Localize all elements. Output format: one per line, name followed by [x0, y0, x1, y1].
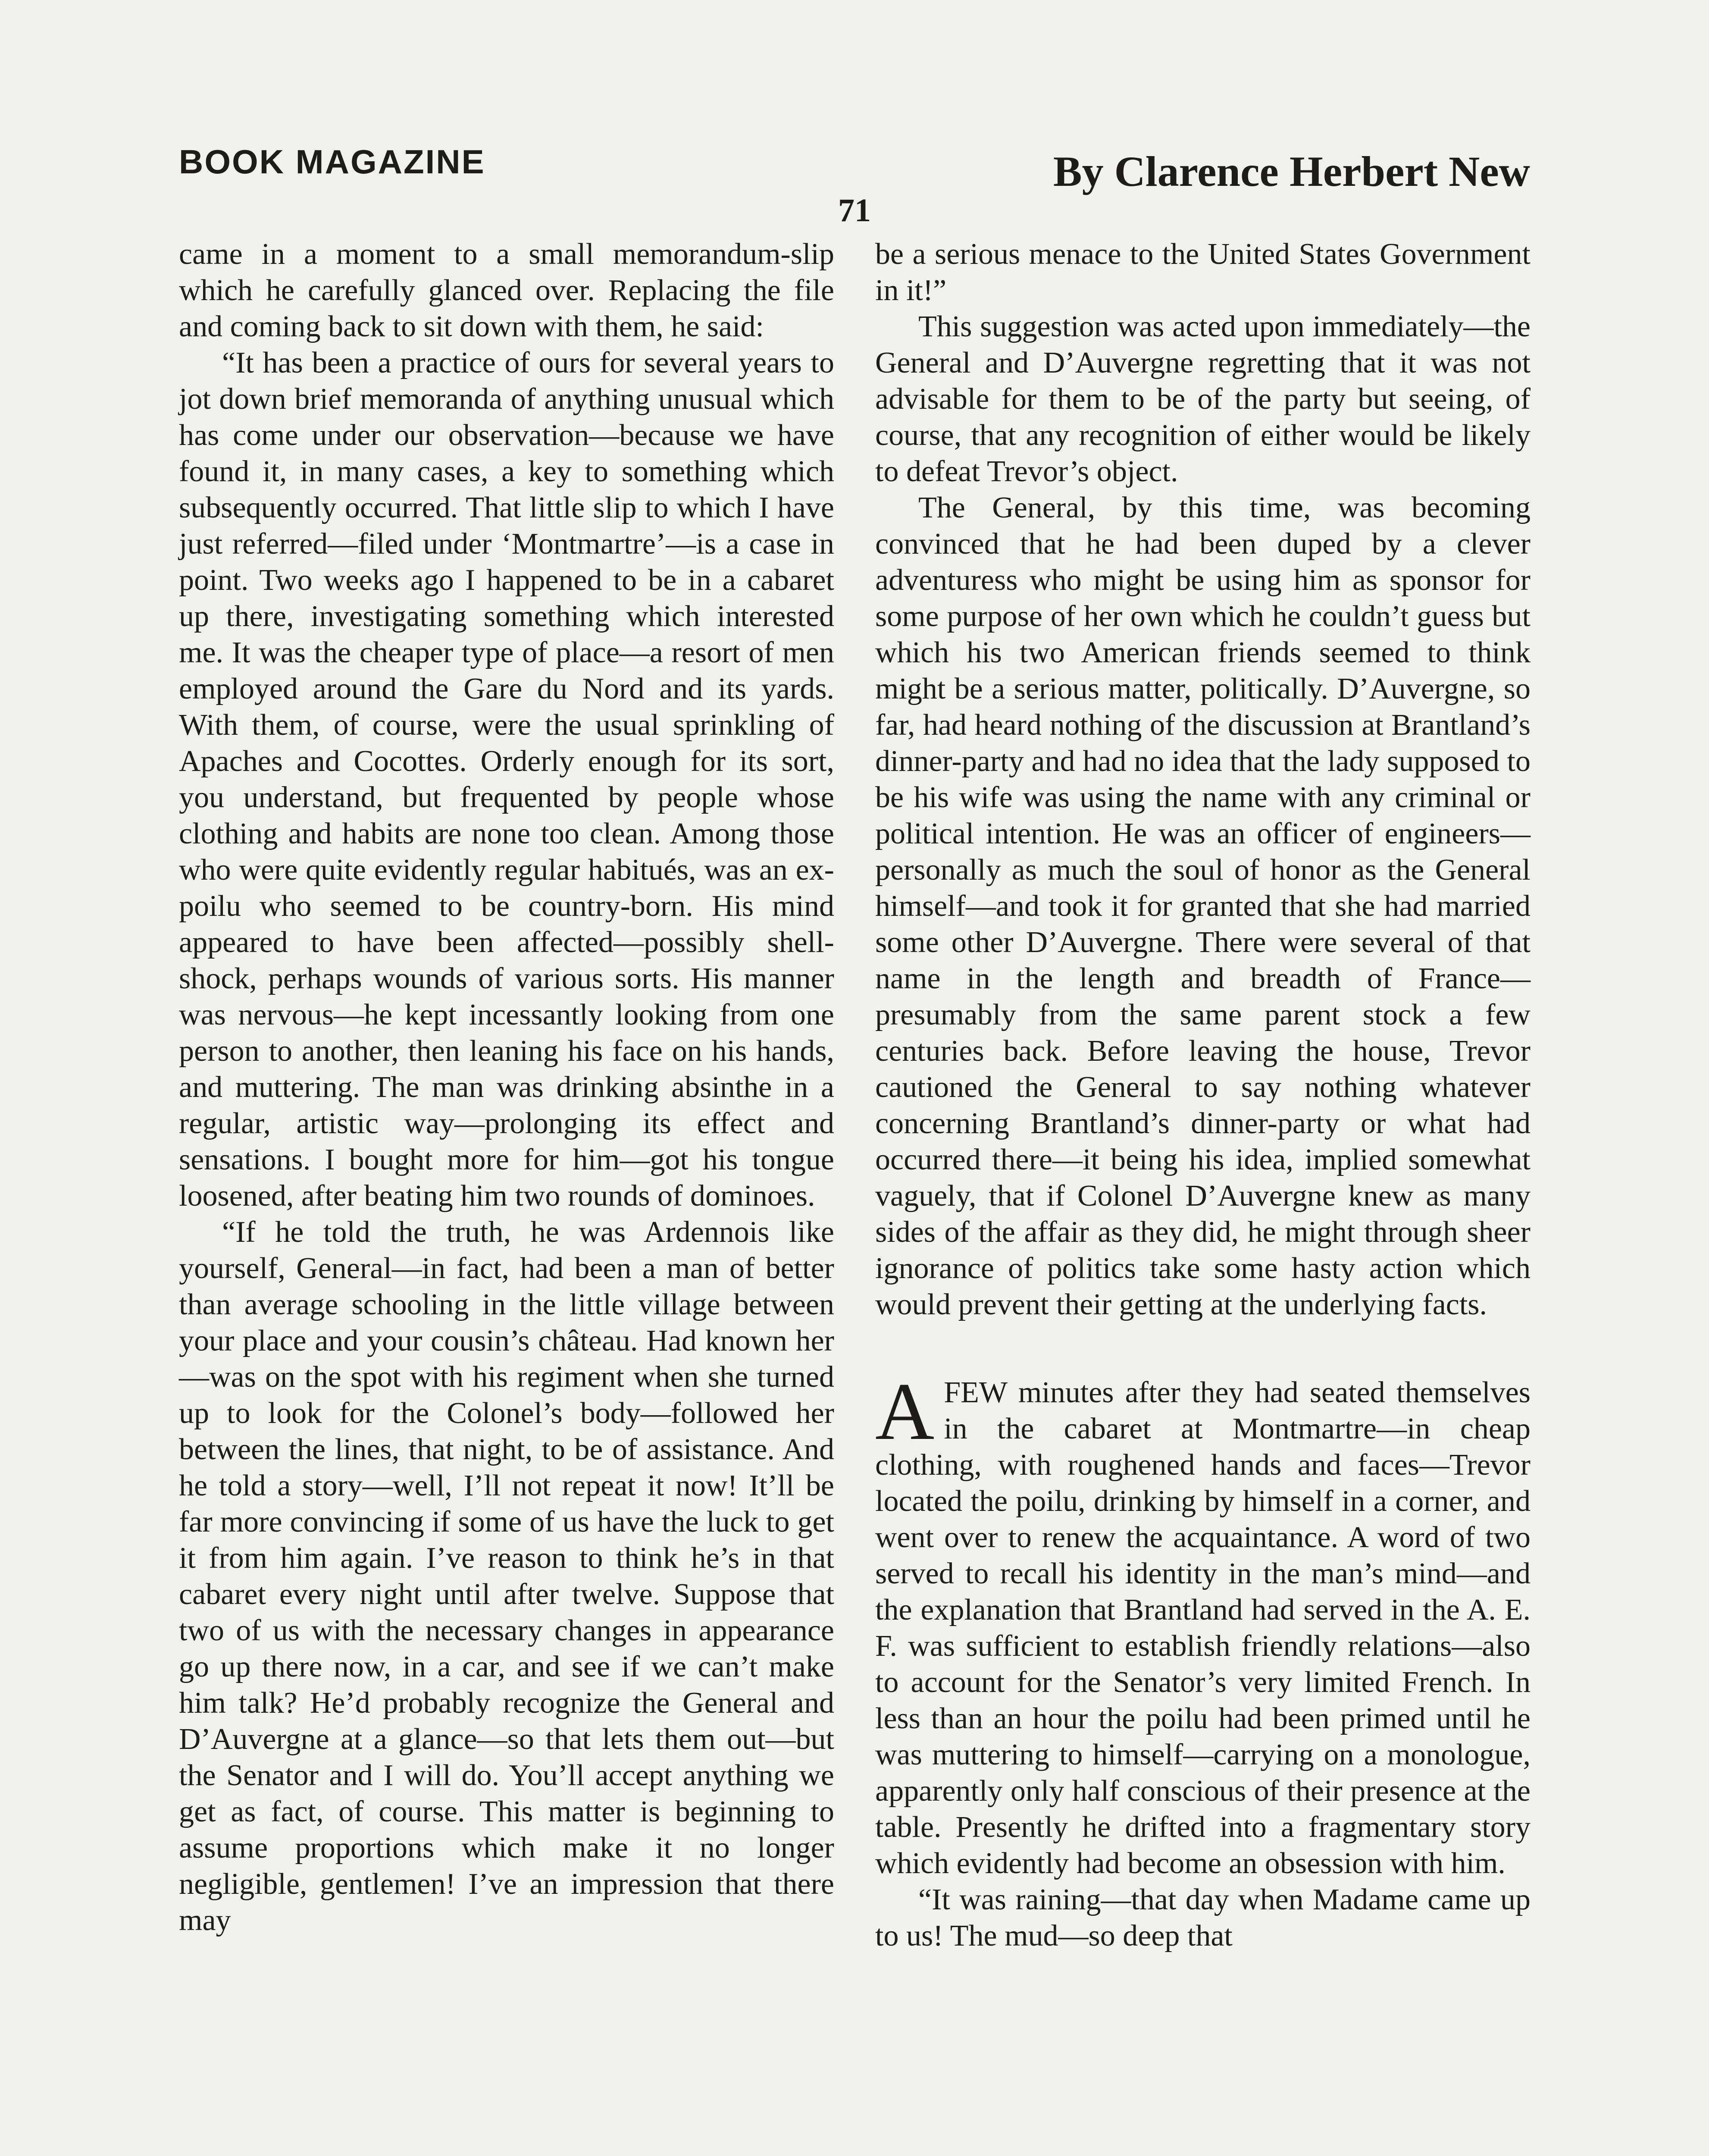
paragraph: came in a moment to a small memorandum-slip which he carefully glanced over. Replacing the file and coming back to sit down with them, he said:: [179, 238, 834, 343]
page-number: 71: [838, 192, 871, 229]
magazine-title: BOOK MAGAZINE: [179, 143, 485, 181]
right-column: [875, 236, 1531, 1954]
paragraph: be a serious menace to the United States Government in it!”: [875, 238, 1531, 307]
left-column: [179, 236, 834, 1939]
author-byline: By Clarence Herbert New: [1053, 147, 1530, 195]
paragraph: “It was raining—that day when Madame came up to us! The mud—so deep that: [875, 1883, 1531, 1952]
drop-cap: A: [875, 1366, 935, 1457]
paragraph: This suggestion was acted upon immediately—the General and D’Auvergne regretting that it was not advisable for them to be of the party but seeing, of course, that any recognition of either would be likely to defeat Trevor’s object.: [875, 310, 1531, 488]
section-opening-paragraph: [875, 1366, 1531, 1882]
paragraph: The General, by this time, was becoming convinced that he had been duped by a clever adventuress who might be using him as sponsor for some purpose of her own which he couldn’t guess but which his two American friends seemed to think might be a serious matter, politically. D’Auvergne, so far, had heard nothing of the discussion at Brantland’s dinner-party and had no idea that the lady supposed to be his wife was using the name with any criminal or political intention. He was an officer of engineers—personally as much the soul of honor as the General himself—and took it for granted that she had married some other D’Auvergne. There were several of that name in the length and breadth of France—presumably from the same parent stock a few centuries back. Before leaving the house, Trevor cautioned the General to say nothing whatever concerning Brantland’s dinner-party or what had occurred there—it being his idea, implied somewhat vaguely, that if Colonel D’Auvergne knew as many sides of the affair as they did, he might through sheer ignorance of politics take some hasty action which would prevent their getting at the underlying facts.: [875, 491, 1531, 1321]
paragraph: “It has been a practice of ours for several years to jot down brief memoranda of anything unusual which has come under our observation—because we have found it, in many cases, a key to something which subsequently occurred. That little slip to which I have just referred—filed under ‘Montmartre’—is a case in point. Two weeks ago I happened to be in a cabaret up there, investigating something which interested me. It was the cheaper type of place—a resort of men employed around the Gare du Nord and its yards. With them, of course, were the usual sprinkling of Apaches and Cocottes. Orderly enough for its sort, you understand, but frequented by people whose clothing and habits are none too clean. Among those who were quite evidently regular habitués, was an ex-poilu who seemed to be country-born. His mind appeared to have been affected—possibly shell-shock, perhaps wounds of various sorts. His manner was nervous—he kept incessantly looking from one person to another, then leaning his face on his hands, and muttering. The man was drinking absinthe in a regular, artistic way—prolonging its effect and sensations. I bought more for him—got his tongue loosened, after beating him two rounds of dominoes.: [179, 346, 834, 1213]
section-opening-text: FEW minutes after they had seated themselves in the cabaret at Montmartre—in cheap clothing, with roughened hands and faces—Trevor located the poilu, drinking by himself in a corner, and went over to renew the acquaintance. A word of two served to recall his identity in the man’s mind—and the explanation that Brantland had served in the A. E. F. was sufficient to establish friendly relations—also to account for the Senator’s very limited French. In less than an hour the poilu had been primed until he was muttering to himself—carrying on a monologue, apparently only half conscious of their presence at the table. Presently he drifted into a fragmentary story which evidently had become an obsession with him.: [875, 1376, 1531, 1880]
paragraph: “If he told the truth, he was Ardennois like yourself, General—in fact, had been a man of better than average schooling in the little village between your place and your cousin’s château. Had known her—was on the spot with his regiment when she turned up to look for the Colonel’s body—followed her between the lines, that night, to be of assistance. And he told a story—well, I’ll not repeat it now! It’ll be far more convincing if some of us have the luck to get it from him again. I’ve reason to think he’s in that cabaret every night until after twelve. Suppose that two of us with the necessary changes in appearance go up there now, in a car, and see if we can’t make him talk? He’d probably recognize the General and D’Auvergne at a glance—so that lets them out—but the Senator and I will do. You’ll accept anything we get as fact, of course. This matter is beginning to assume proportions which make it no longer negligible, gentlemen! I’ve an impression that there may: [179, 1216, 834, 1937]
